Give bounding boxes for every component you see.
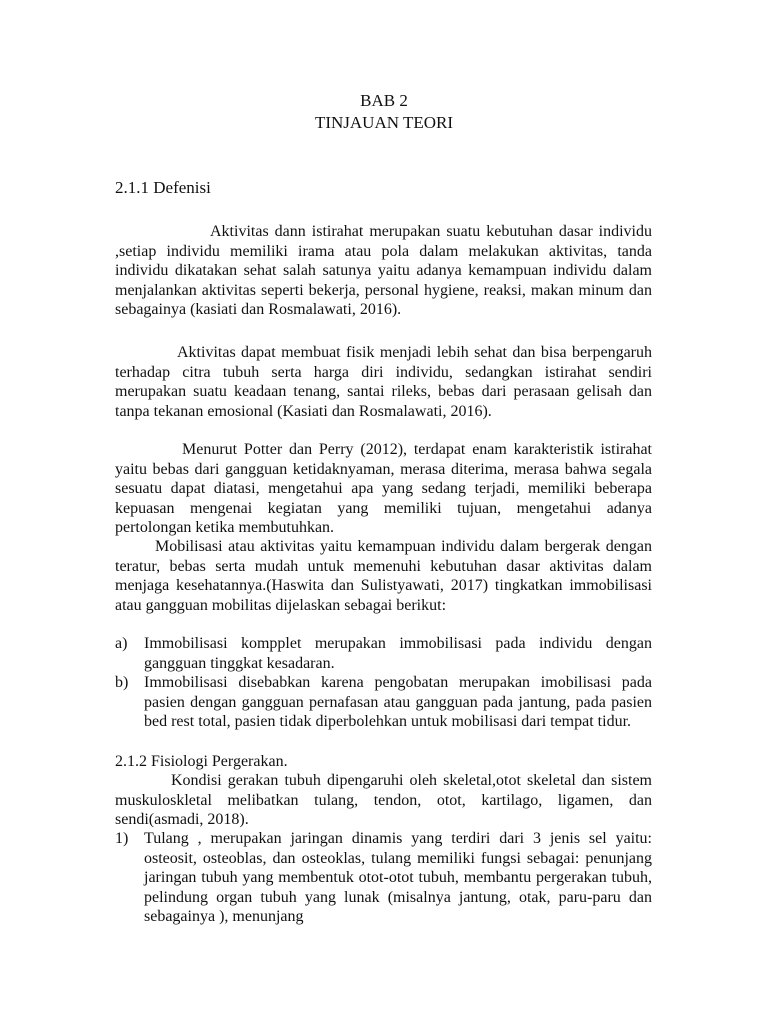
list-marker: 1) [115,830,129,847]
paragraph-mobilization: Mobilisasi atau aktivitas yaitu kemampuan individu dalam bergerak dengan teratur, bebas serta mudah untuk memenuhi kebutuhan dasar aktivitas dalam menjaga kesehatannya.(Haswita dan Sulistyawati, 2017) tingkatkan immobilisasi atau gangguan mobilitas dijelaskan sebagai berikut: [115,538,652,614]
paragraph-body-movement: Kondisi gerakan tubuh dipengaruhi oleh skeletal,otot skeletal dan sistem muskuloskletal melibatkan tulang, tendon, otot, kartilago, ligamen, dan sendi(asmadi, 2018). [115,772,652,829]
list-item-a [115,634,652,673]
paragraph-activity-benefits: Aktivitas dapat membuat fisik menjadi lebih sehat dan bisa berpengaruh terhadap citra tubuh serta harga diri individu, sedangkan istirahat sendiri merupakan suatu keadaan tenang, santai rileks, bebas dari perasaan gelisah dan tanpa tekanan emosional (Kasiati dan Rosmalawati, 2016). [115,344,652,420]
list-item-text: Immobilisasi kompplet merupakan immobilisasi pada individu dengan gangguan tinggkat kesadaran. [144,635,652,672]
list-item-1 [115,829,652,927]
list-item-text: Tulang , merupakan jaringan dinamis yang terdiri dari 3 jenis sel yaitu: osteosit, osteoblas, dan osteoklas, tulang memiliki fungsi sebagai: penunjang jaringan tubuh yang membentuk otot-otot tubuh, membantu pergerakan tubuh, pelindung organ tubuh yang lunak (misalnya jantung, otak, paru-paru dan sebagainya ), menunjang [144,830,652,926]
list-marker: a) [115,635,128,652]
chapter-title: TINJAUAN TEORI [314,113,454,132]
chapter-number: BAB 2 [360,91,408,110]
section-heading-definition: 2.1.1 Defenisi [115,178,211,197]
list-marker: b) [115,674,129,691]
section-heading-physiology: 2.1.2 Fisiologi Pergerakan. [115,753,288,770]
paragraph-activity-rest: Aktivitas dann istirahat merupakan suatu kebutuhan dasar individu ,setiap individu memiliki irama atau pola dalam melakukan aktivitas, tanda individu dikatakan sehat salah satunya yaitu adanya kemampuan individu dalam menjalankan aktivitas seperti bekerja, personal hygiene, reaksi, makan minum dan sebagainya (kasiati dan Rosmalawati, 2016). [115,223,652,319]
paragraph-potter-perry: Menurut Potter dan Perry (2012), terdapat enam karakteristik istirahat yaitu bebas dari gangguan ketidaknyaman, merasa diterima, merasa bahwa segala sesuatu dapat diatasi, mengetahui apa yang sedang terjadi, memiliki beberapa kepuasan mengenai kegiatan yang memiliki tujuan, mengetahui adanya pertolongan ketika membutuhkan. [115,441,652,537]
list-item-b [115,673,652,732]
list-item-text: Immobilisasi disebabkan karena pengobatan merupakan imobilisasi pada pasien dengan gangguan pernafasan atau gangguan pada jantung, pada pasien bed rest total, pasien tidak diperbolehkan untuk mobilisasi dari tempat tidur. [144,674,652,731]
